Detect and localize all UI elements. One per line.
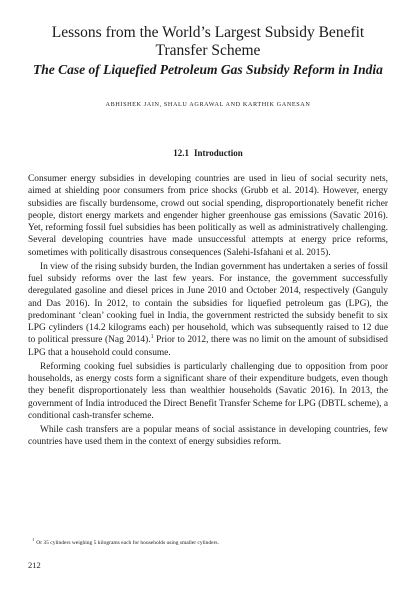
chapter-title: Lessons from the World’s Largest Subsidy Benefit Transfer Scheme	[51, 24, 365, 59]
section-title: Introduction	[193, 148, 243, 158]
paragraph-text: Prior to 2012, there was no limit on the amount of subsidised LPG that a household could consume.	[28, 335, 388, 358]
paragraph: Consumer energy subsidies in developing countries are used in lieu of social security nets, aimed at shielding poor consumers from price shocks (Grubb et al. 2014). However, energy subsidies are fiscally burdensome, crowd out social spending, disproportionately benefit richer people, distort energy markets and engender higher greenhouse gas emissions (Savatic 2016). Yet, reforming fossil fuel subsidies has been politically as well as administratively challenging. Several developing countries have made unsuccessful attempts at energy price reforms, sometimes with politically disastrous consequences (Salehi-Isfahani et al. 2015).	[28, 174, 388, 258]
page-number: 212	[28, 560, 41, 570]
paragraph: Reforming cooking fuel subsidies is particularly challenging due to opposition from poor households, as energy costs form a significant share of their expenditure budgets, even though they benefit disproportionately less than wealthier households (Savatic 2016). In 2013, the government of India introduced the Direct Benefit Transfer Scheme for LPG (DBTL scheme), a conditional cash-transfer scheme.	[28, 361, 388, 421]
chapter-subtitle: The Case of Liquefied Petroleum Gas Subsidy Reform in India	[33, 62, 383, 77]
section-heading	[20, 148, 396, 158]
paragraph	[28, 261, 388, 359]
paragraph: While cash transfers are a popular means of social assistance in developing countries, few countries have used them in the context of energy subsidies reform.	[28, 425, 388, 448]
footnote	[32, 536, 388, 547]
body-text	[28, 173, 388, 451]
chapter-authors: ABHISHEK JAIN, SHALU AGRAWAL AND KARTHIK GANESAN	[105, 101, 311, 108]
paragraph-text: In view of the rising subsidy burden, the Indian government has undertaken a series of fossil fuel subsidy reforms over the last few years. For instance, the government successfully deregulated gasoline and diesel prices in June 2010 and October 2014, respectively (Ganguly and Das 2016). In 2012, to contain the subsidies for liquefied petroleum gas (LPG), the predominant ‘clean’ cooking fuel in India, the government restricted the subsidy benefit to six LPG cylinders (14.2 kilograms each) per household, which was subsequently raised to 12 due to political pressure (Nag 2014).	[28, 261, 388, 346]
footnote-text: Or 35 cylinders weighing 5 kilograms each for households using smaller cylinders.	[36, 539, 219, 546]
footnote-marker: 1	[32, 537, 35, 542]
footnote-reference: 1	[150, 334, 154, 341]
section-number: 12.1	[173, 148, 189, 158]
